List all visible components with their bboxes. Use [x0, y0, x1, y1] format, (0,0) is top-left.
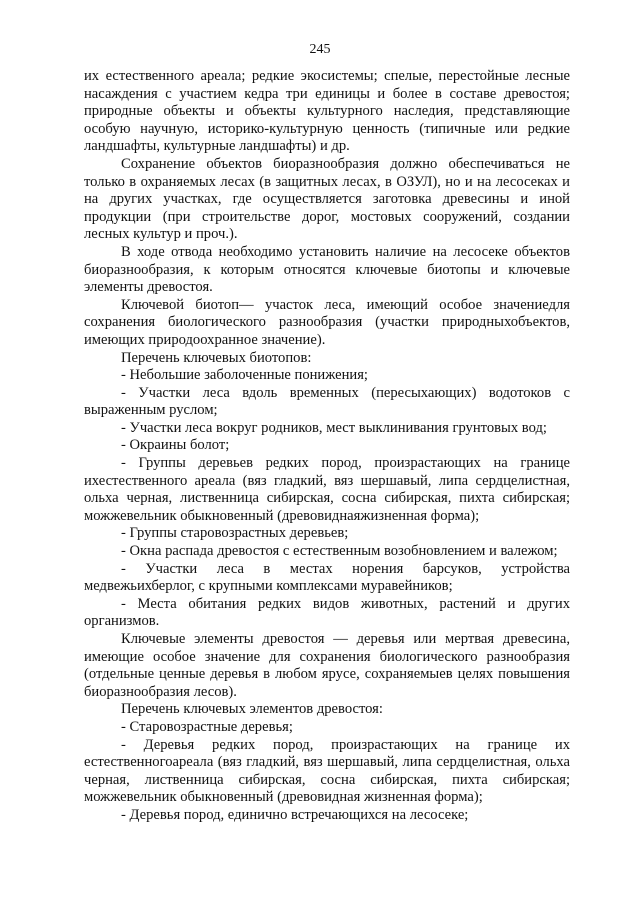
paragraph: - Участки леса вокруг родников, мест выклинивания грунтовых вод; [121, 419, 547, 436]
paragraph: - Окна распада древостоя с естественным возобновлением и валежом; [121, 543, 558, 560]
paragraph: Перечень ключевых биотопов: [121, 349, 312, 366]
paragraph: Ключевой биотоп— участок леса, имеющий особое значениедля сохранения биологического разнообразия (участки природныхобъектов, имеющих природоохранное значение). [84, 296, 570, 348]
paragraph: Ключевые элементы древостоя — деревья или мертвая древесина, имеющие особое значение для сохранения биологического разнообразия (отдельные ценные деревья в любом ярусе, сохраняемыев целях повышения биоразнообразия лесов). [84, 631, 570, 700]
paragraph: - Группы старовозрастных деревьев; [121, 525, 349, 542]
paragraph: - Деревья редких пород, произрастающих на границе их естественногоареала (вяз гладкий, вяз шершавый, липа сердцелистная, ольха черная, лиственница сибирская, сосна сибирская, пихта сибирская; можжевельник обыкновенный (древовидная жизненная форма); [84, 736, 570, 806]
paragraph: - Окраины болот; [121, 437, 230, 454]
paragraph: - Места обитания редких видов животных, растений и других организмов. [84, 595, 570, 630]
paragraph: - Небольшие заболоченные понижения; [121, 367, 368, 384]
paragraph: - Группы деревьев редких пород, произрастающих на границе ихестественного ареала (вяз гладкий, вяз шершавый, липа сердцелистная, ольха черная, лиственница сибирская, сосна сибирская, пихта сибирская; можжевельник обыкновенный (древовиднаяжизненная форма); [84, 455, 570, 524]
page-number: 245 [309, 42, 331, 57]
paragraph: Сохранение объектов биоразнообразия должно обеспечиваться не только в охраняемых лесах (в защитных лесах, в ОЗУЛ), но и на лесосеках и на других участках, где осуществляется заготовка древесины и иной продукции (при строительстве дорог, мостовых сооружений, создании лесных культур и проч.). [84, 155, 570, 243]
paragraph: - Старовозрастные деревья; [121, 718, 293, 735]
paragraph: их естественного ареала; редкие экосистемы; спелые, перестойные лесные насаждения с участием кедра три единицы и более в составе древостоя; природные объекты и объекты культурного наследия, представляющие особую научную, историко-культурную ценность (типичные или редкие ландшафты, культурные ландшафты) и др. [84, 68, 570, 155]
paragraph: - Участки леса вдоль временных (пересыхающих) водотоков с выраженным руслом; [84, 384, 570, 419]
paragraph: - Деревья пород, единично встречающихся на лесосеке; [121, 806, 469, 823]
paragraph: - Участки леса в местах норения барсуков, устройства медвежьихберлог, с крупными комплексами муравейников; [84, 560, 570, 595]
document-body [84, 68, 570, 825]
paragraph: В ходе отвода необходимо установить наличие на лесосеке объектов биоразнообразия, к которым относятся ключевые биотопы и ключевые элементы древостоя. [84, 243, 570, 296]
paragraph: Перечень ключевых элементов древостоя: [121, 701, 383, 718]
